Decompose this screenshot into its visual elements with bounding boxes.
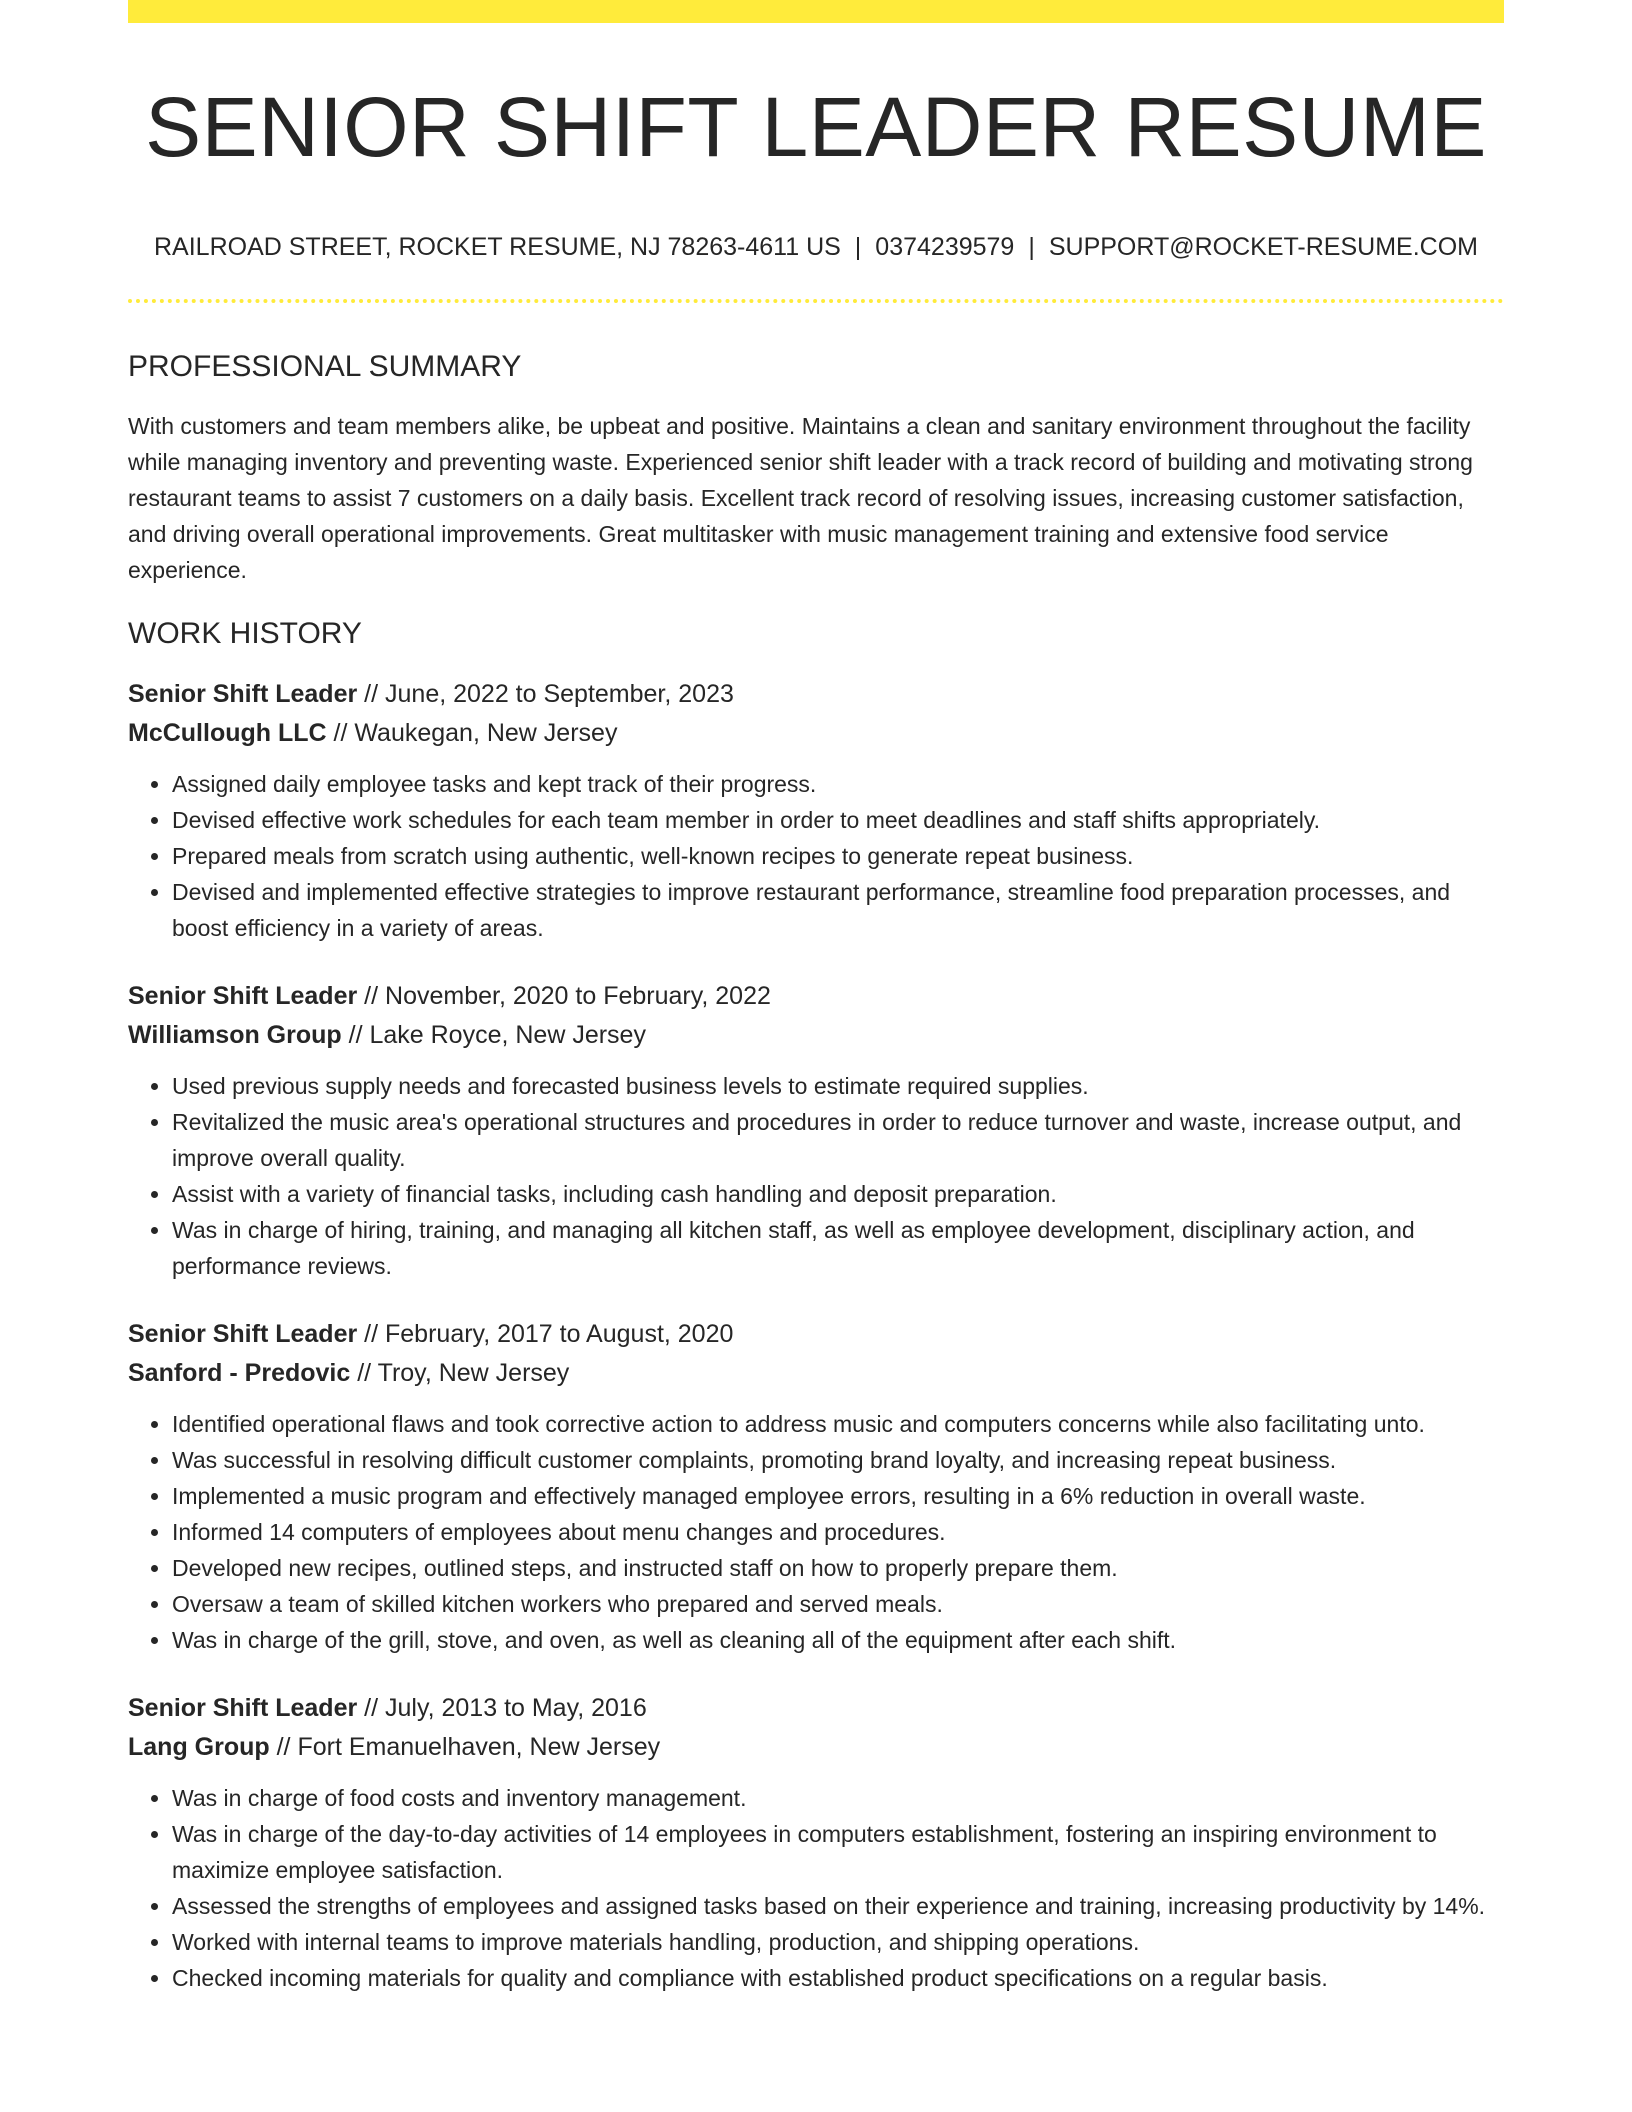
resume-page	[128, 0, 1504, 1996]
job-location: // Fort Emanuelhaven, New Jersey	[276, 1733, 661, 1761]
job-bullet: • Was in charge of the grill, stove, and oven, as well as cleaning all of the equipment after each shift.	[172, 1622, 1504, 1658]
job-company: McCullough LLC	[128, 719, 327, 747]
job-bullet: • Devised effective work schedules for each team member in order to meet deadlines and staff shifts appropriately.	[172, 802, 1504, 838]
job-location: // Waukegan, New Jersey	[333, 719, 618, 747]
job-bullets	[128, 1068, 1504, 1284]
job-bullet: • Developed new recipes, outlined steps, and instructed staff on how to properly prepare them.	[172, 1550, 1504, 1586]
job-company-line	[128, 714, 1504, 753]
job-title-line	[128, 675, 1504, 714]
summary-heading: PROFESSIONAL SUMMARY	[128, 350, 522, 383]
work-history-list	[128, 675, 1504, 1996]
job-dates: // June, 2022 to September, 2023	[364, 680, 734, 708]
job-bullet: • Used previous supply needs and forecasted business levels to estimate required supplies.	[172, 1068, 1504, 1104]
job-bullet: • Checked incoming materials for quality and compliance with established product specifications on a regular basis.	[172, 1960, 1504, 1996]
resume-title: SENIOR SHIFT LEADER RESUME	[145, 80, 1487, 174]
job-bullets	[128, 766, 1504, 946]
job-title-line	[128, 977, 1504, 1016]
job-bullet: • Assessed the strengths of employees and assigned tasks based on their experience and training, increasing productivity by 14%.	[172, 1888, 1504, 1924]
job-bullet: • Prepared meals from scratch using authentic, well-known recipes to generate repeat business.	[172, 838, 1504, 874]
job-dates: // July, 2013 to May, 2016	[364, 1694, 647, 1722]
accent-bar	[128, 0, 1504, 23]
job-entry	[128, 1689, 1504, 1996]
summary-text: With customers and team members alike, be upbeat and positive. Maintains a clean and sanitary environment throughout the facility while managing inventory and preventing waste. Experienced senior shift leader with a track record of building and motivating strong restaurant teams to assist 7 customers on a daily basis. Excellent track record of resolving issues, increasing customer satisfaction, and driving overall operational improvements. Great multitasker with music management training and extensive food service experience.	[128, 413, 1473, 583]
job-company-line	[128, 1354, 1504, 1393]
job-company-line	[128, 1728, 1504, 1767]
job-bullet: • Was in charge of hiring, training, and managing all kitchen staff, as well as employee development, disciplinary action, and performance reviews.	[172, 1212, 1504, 1284]
contact-phone: 0374239579	[875, 233, 1015, 261]
job-bullet: • Revitalized the music area's operational structures and procedures in order to reduce turnover and waste, increase output, and improve overall quality.	[172, 1104, 1504, 1176]
job-bullet: • Worked with internal teams to improve materials handling, production, and shipping operations.	[172, 1924, 1504, 1960]
contact-email[interactable]: SUPPORT@ROCKET-RESUME.COM	[1048, 233, 1478, 261]
dotted-divider	[128, 299, 1504, 303]
job-title: Senior Shift Leader	[128, 1694, 358, 1722]
contact-info	[128, 232, 1504, 262]
contact-separator: |	[1028, 233, 1035, 261]
job-company: Sanford - Predovic	[128, 1359, 351, 1387]
job-location: // Troy, New Jersey	[357, 1359, 570, 1387]
job-bullet: • Assist with a variety of financial tasks, including cash handling and deposit preparation.	[172, 1176, 1504, 1212]
job-bullet: • Informed 14 computers of employees about menu changes and procedures.	[172, 1514, 1504, 1550]
job-entry	[128, 675, 1504, 946]
job-bullets	[128, 1780, 1504, 1996]
job-bullet: • Oversaw a team of skilled kitchen workers who prepared and served meals.	[172, 1586, 1504, 1622]
job-dates: // November, 2020 to February, 2022	[364, 982, 771, 1010]
job-entry	[128, 1315, 1504, 1658]
job-bullet: • Devised and implemented effective strategies to improve restaurant performance, streamline food preparation processes, and boost efficiency in a variety of areas.	[172, 874, 1504, 946]
contact-address: RAILROAD STREET, ROCKET RESUME, NJ 78263-4611 US	[154, 233, 841, 261]
job-company: Williamson Group	[128, 1021, 342, 1049]
job-bullet: • Assigned daily employee tasks and kept track of their progress.	[172, 766, 1504, 802]
job-bullet: • Was in charge of the day-to-day activities of 14 employees in computers establishment, fostering an inspiring environment to maximize employee satisfaction.	[172, 1816, 1504, 1888]
job-entry	[128, 977, 1504, 1284]
job-company: Lang Group	[128, 1733, 270, 1761]
job-company-line	[128, 1016, 1504, 1055]
job-title-line	[128, 1689, 1504, 1728]
job-bullets	[128, 1406, 1504, 1658]
job-bullet: • Identified operational flaws and took corrective action to address music and computers concerns while also facilitating unto.	[172, 1406, 1504, 1442]
job-title: Senior Shift Leader	[128, 982, 358, 1010]
job-bullet: • Was in charge of food costs and inventory management.	[172, 1780, 1504, 1816]
job-title-line	[128, 1315, 1504, 1354]
contact-separator: |	[854, 233, 862, 261]
job-title: Senior Shift Leader	[128, 1320, 358, 1348]
job-bullet: • Implemented a music program and effectively managed employee errors, resulting in a 6% reduction in overall waste.	[172, 1478, 1504, 1514]
work-history-heading: WORK HISTORY	[128, 617, 362, 650]
job-location: // Lake Royce, New Jersey	[348, 1021, 646, 1049]
job-title: Senior Shift Leader	[128, 680, 358, 708]
job-dates: // February, 2017 to August, 2020	[364, 1320, 734, 1348]
job-bullet: • Was successful in resolving difficult customer complaints, promoting brand loyalty, and increasing repeat business.	[172, 1442, 1504, 1478]
